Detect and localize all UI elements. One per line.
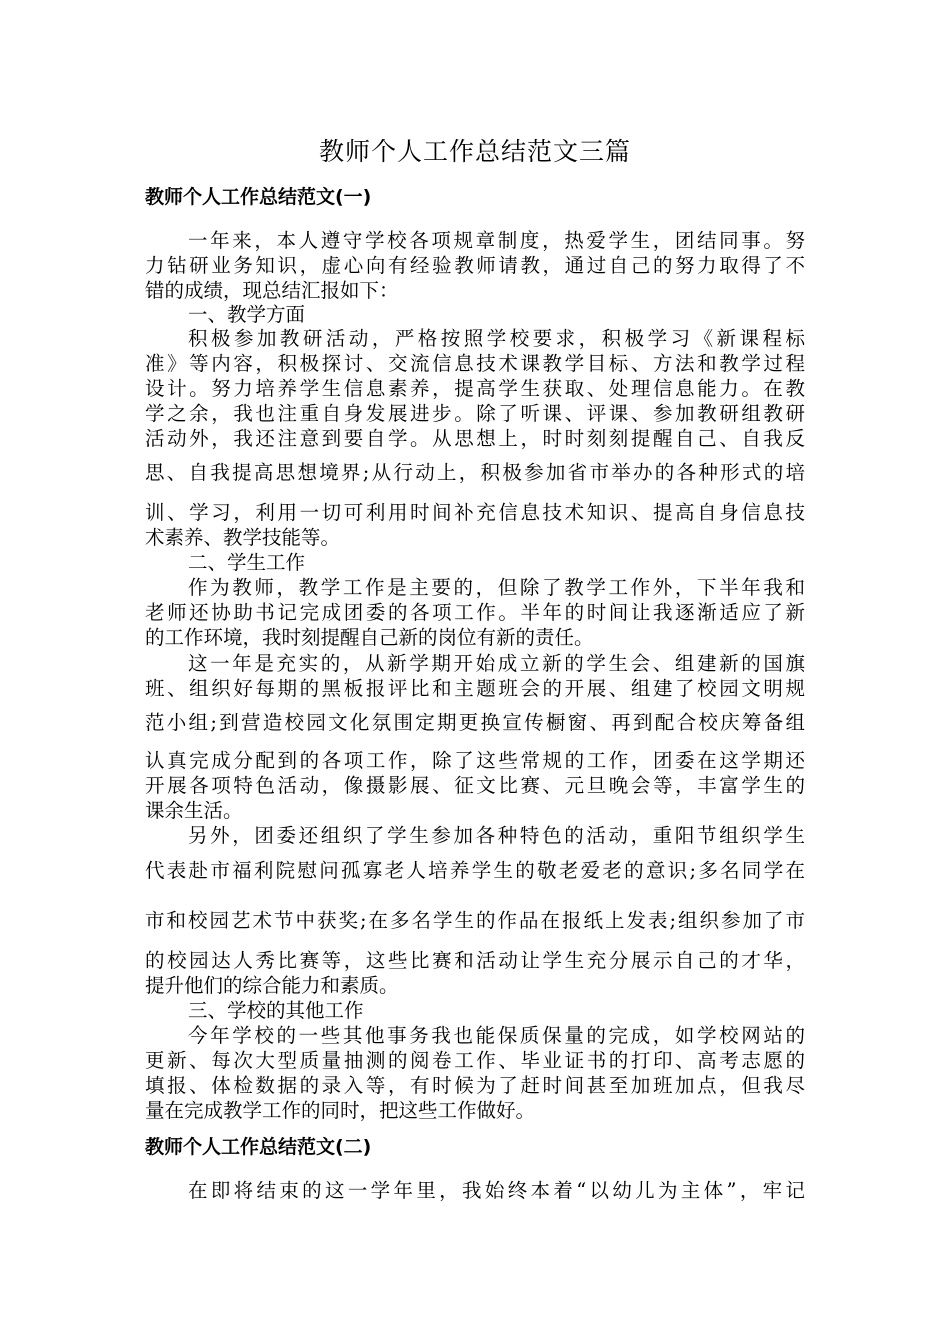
- paragraph-line: 更新、每次大型质量抽测的阅卷工作、毕业证书的打印、高考志愿的: [145, 1049, 805, 1072]
- paragraph-line: 一年来，本人遵守学校各项规章制度，热爱学生，团结同事。努: [188, 229, 805, 252]
- paragraph-line: 开展各项特色活动，像摄影展、征文比赛、元旦晚会等，丰富学生的: [145, 774, 805, 797]
- paragraph-line: 作为教师，教学工作是主要的，但除了教学工作外，下半年我和: [188, 576, 805, 599]
- paragraph-line: 力钻研业务知识，虚心向有经验教师请教，通过自己的努力取得了不: [145, 254, 805, 277]
- paragraph-line: 在即将结束的这一学年里，我始终本着“以幼儿为主体”，牢记: [188, 1179, 805, 1202]
- paragraph-line: 另外，团委还组织了学生参加各种特色的活动，重阳节组织学生: [188, 824, 805, 847]
- subheading-teaching: 一、教学方面: [188, 303, 306, 326]
- paragraph-line: 学之余，我也注重自身发展进步。除了听课、评课、参加教研组教研: [145, 402, 805, 425]
- paragraph-line: 的校园达人秀比赛等，这些比赛和活动让学生充分展示自己的才华，: [145, 949, 805, 972]
- paragraph-line: 今年学校的一些其他事务我也能保质保量的完成，如学校网站的: [188, 1024, 805, 1047]
- paragraph-line: 班、组织好每期的黑板报评比和主题班会的开展、组建了校园文明规: [145, 677, 805, 700]
- paragraph-line: 老师还协助书记完成团委的各项工作。半年的时间让我逐渐适应了新: [145, 601, 805, 624]
- paragraph-line: 活动外，我还注意到要自学。从思想上，时时刻刻提醒自己、自我反: [145, 427, 805, 450]
- paragraph-line: 市和校园艺术节中获奖;在多名学生的作品在报纸上发表;组织参加了市: [145, 909, 805, 932]
- paragraph-line: 准》等内容，积极探讨、交流信息技术课教学目标、方法和教学过程: [145, 352, 805, 375]
- paragraph-line: 认真完成分配到的各项工作，除了这些常规的工作，团委在这学期还: [145, 749, 805, 772]
- paragraph-line: 提升他们的综合能力和素质。: [145, 974, 399, 997]
- paragraph-line: 术素养、教学技能等。: [145, 526, 341, 549]
- paragraph-line: 量在完成教学工作的同时，把这些工作做好。: [145, 1099, 536, 1122]
- paragraph-line: 课余生活。: [145, 799, 243, 822]
- paragraph-line: 错的成绩，现总结汇报如下：: [145, 279, 399, 302]
- paragraph-line: 积极参加教研活动，严格按照学校要求，积极学习《新课程标: [188, 327, 805, 350]
- paragraph-line: 代表赴市福利院慰问孤寡老人培养学生的敬老爱老的意识;多名同学在: [145, 859, 805, 882]
- section-heading-2: 教师个人工作总结范文(二): [145, 1136, 372, 1158]
- paragraph-line: 思、自我提高思想境界;从行动上，积极参加省市举办的各种形式的培: [145, 461, 805, 484]
- paragraph-line: 设计。努力培养学生信息素养，提高学生获取、处理信息能力。在教: [145, 377, 805, 400]
- subheading-student-work: 二、学生工作: [188, 551, 306, 574]
- paragraph-line: 的工作环境，我时刻提醒自己新的岗位有新的责任。: [145, 626, 594, 649]
- paragraph-line: 训、学习，利用一切可利用时间补充信息技术知识、提高自身信息技: [145, 501, 805, 524]
- section-heading-1: 教师个人工作总结范文(一): [145, 186, 372, 208]
- paragraph-line: 这一年是充实的，从新学期开始成立新的学生会、组建新的国旗: [188, 652, 805, 675]
- paragraph-line: 填报、体检数据的录入等，有时候为了赶时间甚至加班加点，但我尽: [145, 1074, 805, 1097]
- paragraph-line: 范小组;到营造校园文化氛围定期更换宣传橱窗、再到配合校庆筹备组: [145, 711, 805, 734]
- subheading-other-work: 三、学校的其他工作: [188, 999, 364, 1022]
- document-title: 教师个人工作总结范文三篇: [318, 137, 631, 166]
